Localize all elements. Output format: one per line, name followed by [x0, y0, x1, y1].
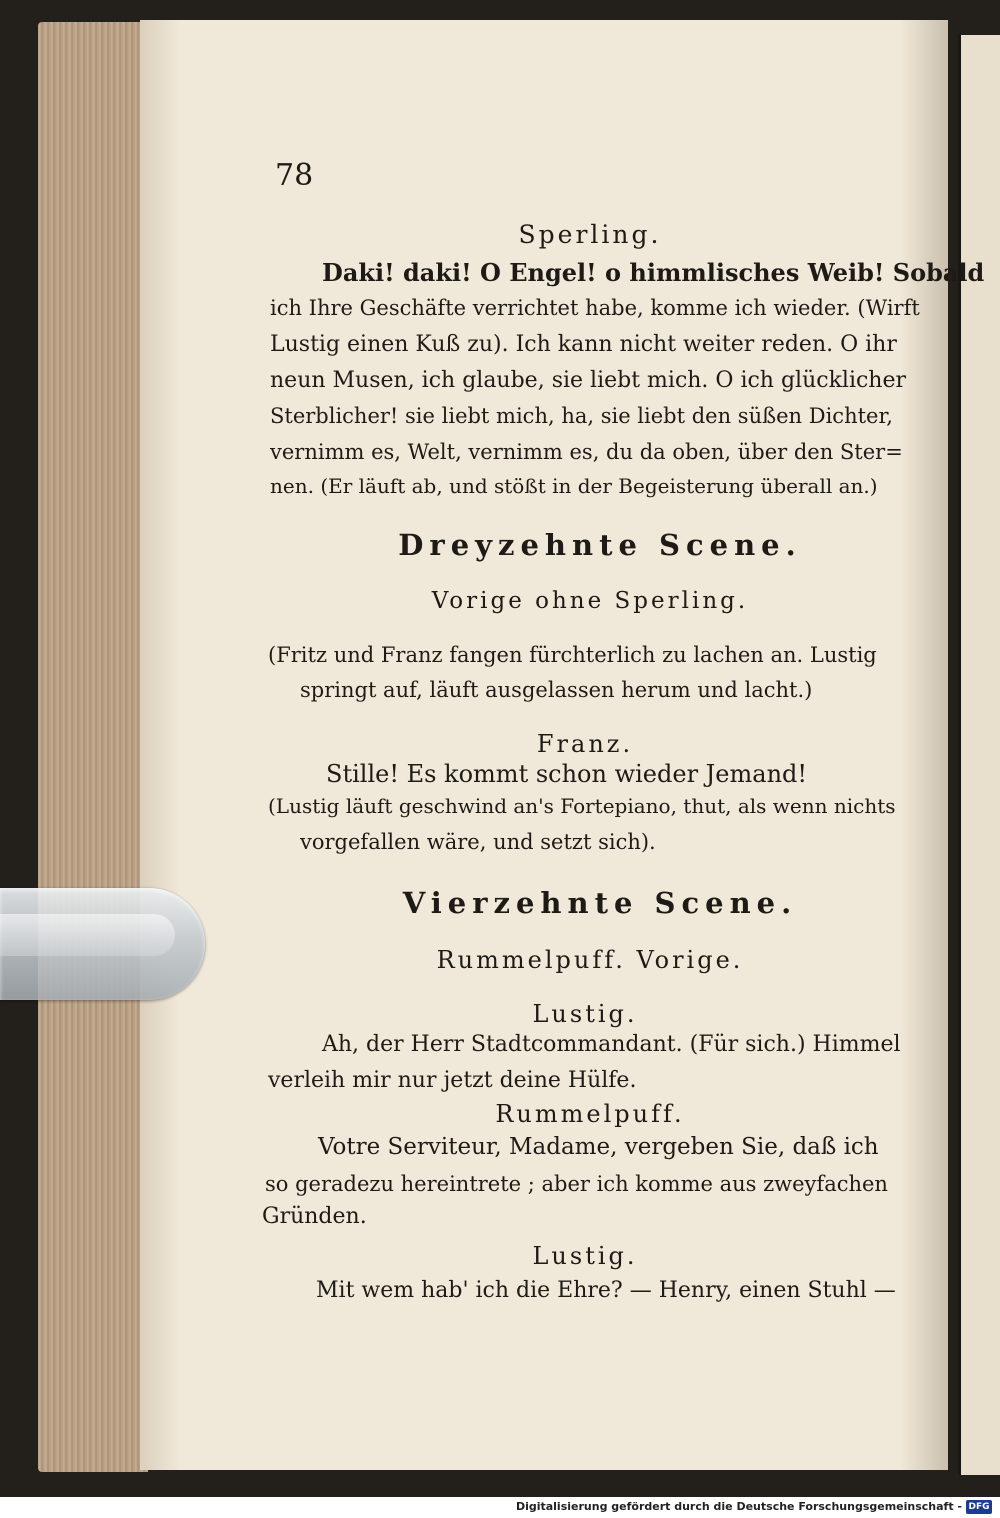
text-line: nen. (Er läuft ab, und stößt in der Begeisterung überall an.): [270, 474, 878, 498]
cast-list: Vorige ohne Sperling.: [431, 588, 749, 614]
text-line: vernimm es, Welt, vernimm es, du da oben, über den Ster=: [270, 440, 903, 464]
footer-credit: Digitalisierung gefördert durch die Deutsche Forschungsgemeinschaft -: [515, 1500, 962, 1513]
text-line: Sterblicher! sie liebt mich, ha, sie liebt den süßen Dichter,: [270, 404, 893, 428]
scene-heading: Vierzehnte Scene.: [402, 886, 798, 920]
text-line: Lustig einen Kuß zu). Ich kann nicht weiter reden. O ihr: [270, 332, 897, 357]
speaker-name: Sperling.: [518, 220, 662, 249]
text-line: so geradezu hereintrete ; aber ich komme aus zweyfachen: [265, 1172, 888, 1196]
speaker-name: Lustig.: [532, 1242, 638, 1270]
page-number: 78: [275, 158, 314, 193]
text-line: Stille! Es kommt schon wieder Jemand!: [326, 760, 808, 788]
speaker-name: Rummelpuff.: [495, 1100, 685, 1128]
text-line: Daki! daki! O Engel! o himmlisches Weib! Sobald: [322, 258, 985, 287]
speaker-name: Lustig.: [532, 1000, 638, 1028]
text-line: Gründen.: [262, 1204, 367, 1229]
text-line: ich Ihre Geschäfte verrichtet habe, komme ich wieder. (Wirft: [270, 296, 920, 320]
book-page-edges: [38, 22, 148, 1472]
stage-direction-line: springt auf, läuft ausgelassen herum und lacht.): [300, 678, 813, 702]
clip-highlight: [0, 914, 175, 956]
stage-direction-line: (Lustig läuft geschwind an's Fortepiano, thut, als wenn nichts: [268, 794, 896, 818]
text-line: Votre Serviteur, Madame, vergeben Sie, daß ich: [318, 1134, 879, 1160]
scene-heading: Dreyzehnte Scene.: [398, 528, 802, 562]
text-line: neun Musen, ich glaube, sie liebt mich. O ich glücklicher: [270, 368, 907, 393]
stage-direction-line: vorgefallen wäre, und setzt sich).: [300, 830, 656, 854]
page-holder-clip: [0, 888, 205, 1000]
text-line: verleih mir nur jetzt deine Hülfe.: [268, 1068, 637, 1093]
facing-page-edge: [958, 35, 1000, 1475]
stage-direction-line: (Fritz und Franz fangen fürchterlich zu lachen an. Lustig: [268, 643, 877, 667]
text-line: Ah, der Herr Stadtcommandant. (Für sich.) Himmel: [322, 1032, 901, 1057]
cast-list: Rummelpuff. Vorige.: [436, 946, 744, 974]
dfg-logo-icon: DFG: [966, 1500, 992, 1514]
text-line: Mit wem hab' ich die Ehre? — Henry, einen Stuhl —: [316, 1278, 896, 1303]
speaker-name: Franz.: [536, 730, 634, 758]
